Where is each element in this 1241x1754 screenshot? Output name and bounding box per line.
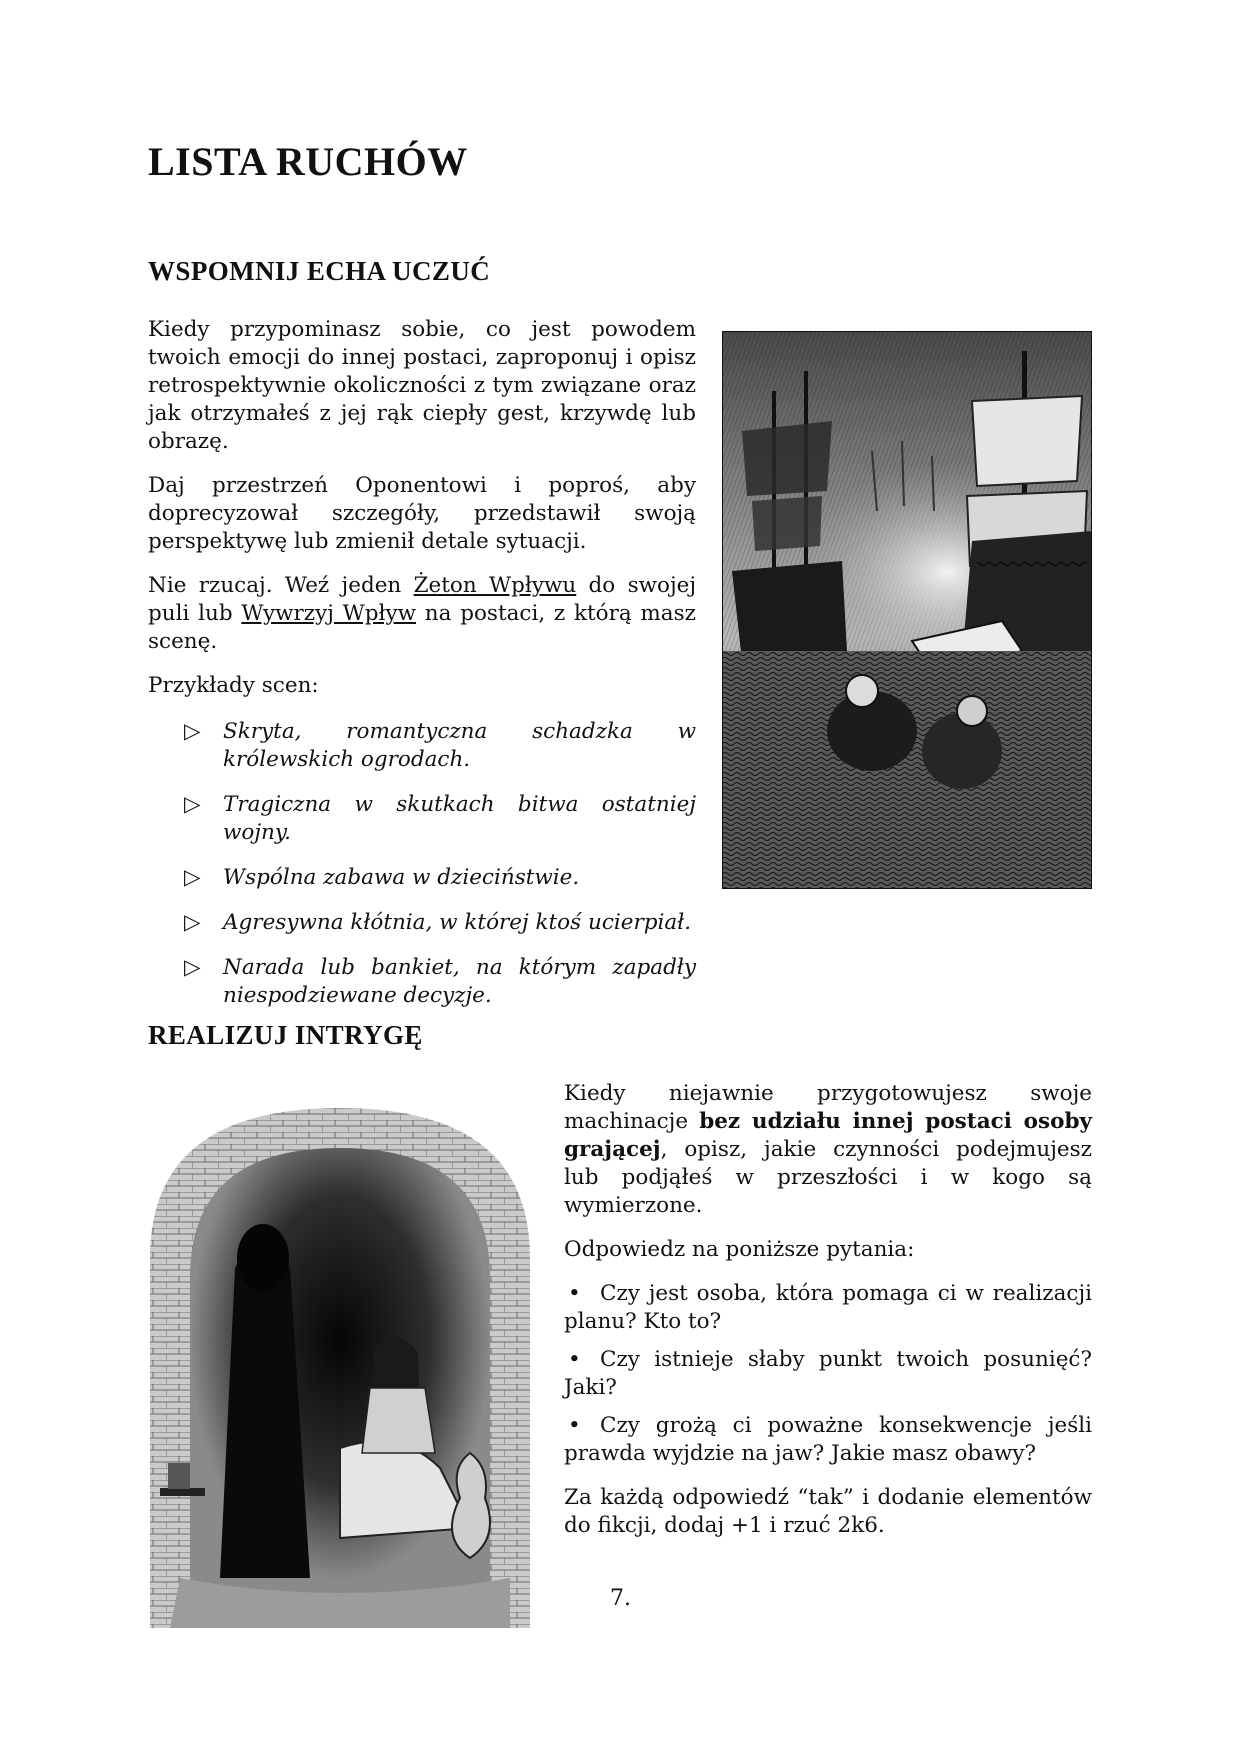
text-span: Kiedy niejawnie przygotowujesz swoje machinacje xyxy=(564,1081,1092,1134)
link-zeton-wplywu[interactable]: Żeton Wpływu xyxy=(413,573,577,598)
list-item xyxy=(184,718,696,774)
list-item xyxy=(564,1412,1092,1468)
list-item-text: Tragiczna w skutkach bitwa ostatniej wojny. xyxy=(223,792,696,845)
bullet-icon: • xyxy=(568,1281,581,1306)
ship-battle-illustration xyxy=(722,331,1092,889)
paragraph: Kiedy przypominasz sobie, co jest powodem twoich emocji do innej postaci, zaproponuj i opisz retrospektywnie okoliczności z tym związane oraz jak otrzymałeś z jej rąk ciepły gest, krzywdę lub obrazę. xyxy=(148,317,696,454)
list-item xyxy=(184,791,696,847)
list-item-text: Agresywna kłótnia, w której ktoś ucierpiał. xyxy=(223,910,692,935)
paragraph xyxy=(564,1080,1092,1220)
triangle-bullet-icon: ▷ xyxy=(184,955,201,980)
list-item xyxy=(564,1280,1092,1336)
section-heading-wspomnij: WSPOMNIJ ECHA UCZUĆ xyxy=(148,256,491,286)
list-item xyxy=(184,864,696,892)
triangle-bullet-icon: ▷ xyxy=(184,792,201,817)
paragraph xyxy=(148,572,696,656)
paragraph: Daj przestrzeń Oponentowi i poproś, aby doprecyzował szczegóły, przedstawił swoją perspektywę lub zmienił detale sytuacji. xyxy=(148,473,696,554)
list-item-text: Czy istnieje słaby punkt twoich posunięć? Jaki? xyxy=(564,1347,1092,1400)
text-span: do swojej puli lub xyxy=(148,573,697,626)
section-wspomnij-text xyxy=(148,316,696,1027)
text-span: Nie rzucaj. Weź jeden xyxy=(148,573,414,598)
list-item xyxy=(184,954,696,1010)
list-item xyxy=(184,909,696,937)
bullet-icon: • xyxy=(568,1347,581,1372)
text-span: , opisz, jakie czynności podejmujesz lub podjąłeś w przeszłości i w kogo są wymierzone. xyxy=(564,1137,1092,1218)
list-item-text: Czy jest osoba, która pomaga ci w realizacji planu? Kto to? xyxy=(564,1281,1092,1334)
questions-label: Odpowiedz na poniższe pytania: xyxy=(564,1237,915,1262)
list-item-text: Czy grożą ci poważne konsekwencje jeśli prawda wyjdzie na jaw? Jakie masz obawy? xyxy=(564,1413,1092,1466)
dungeon-illustration xyxy=(140,1108,538,1628)
list-item-text: Narada lub bankiet, na którym zapadły niespodziewane decyzje. xyxy=(223,955,696,1008)
page-title: LISTA RUCHÓW xyxy=(148,139,468,184)
questions-list xyxy=(564,1280,1092,1468)
page-number: 7. xyxy=(610,1586,631,1611)
bullet-icon: • xyxy=(568,1413,581,1438)
triangle-bullet-icon: ▷ xyxy=(184,719,201,744)
examples-label: Przykłady scen: xyxy=(148,673,319,698)
triangle-bullet-icon: ▷ xyxy=(184,910,201,935)
section-realizuj-text xyxy=(564,1080,1092,1556)
list-item xyxy=(564,1346,1092,1402)
link-wywrzyj-wplyw[interactable]: Wywrzyj Wpływ xyxy=(241,601,417,626)
bold-text: bez udziału innej postaci osoby grającej xyxy=(564,1109,1092,1162)
paragraph: Za każdą odpowiedź “tak” i dodanie elementów do fikcji, dodaj +1 i rzuć 2k6. xyxy=(564,1485,1092,1538)
section-heading-realizuj: REALIZUJ INTRYGĘ xyxy=(148,1020,423,1050)
triangle-bullet-icon: ▷ xyxy=(184,865,201,890)
text-span: na postaci, z którą masz scenę. xyxy=(148,601,696,654)
list-item-text: Wspólna zabawa w dzieciństwie. xyxy=(223,865,580,890)
examples-list xyxy=(148,718,696,1010)
list-item-text: Skryta, romantyczna schadzka w królewskich ogrodach. xyxy=(223,719,696,772)
